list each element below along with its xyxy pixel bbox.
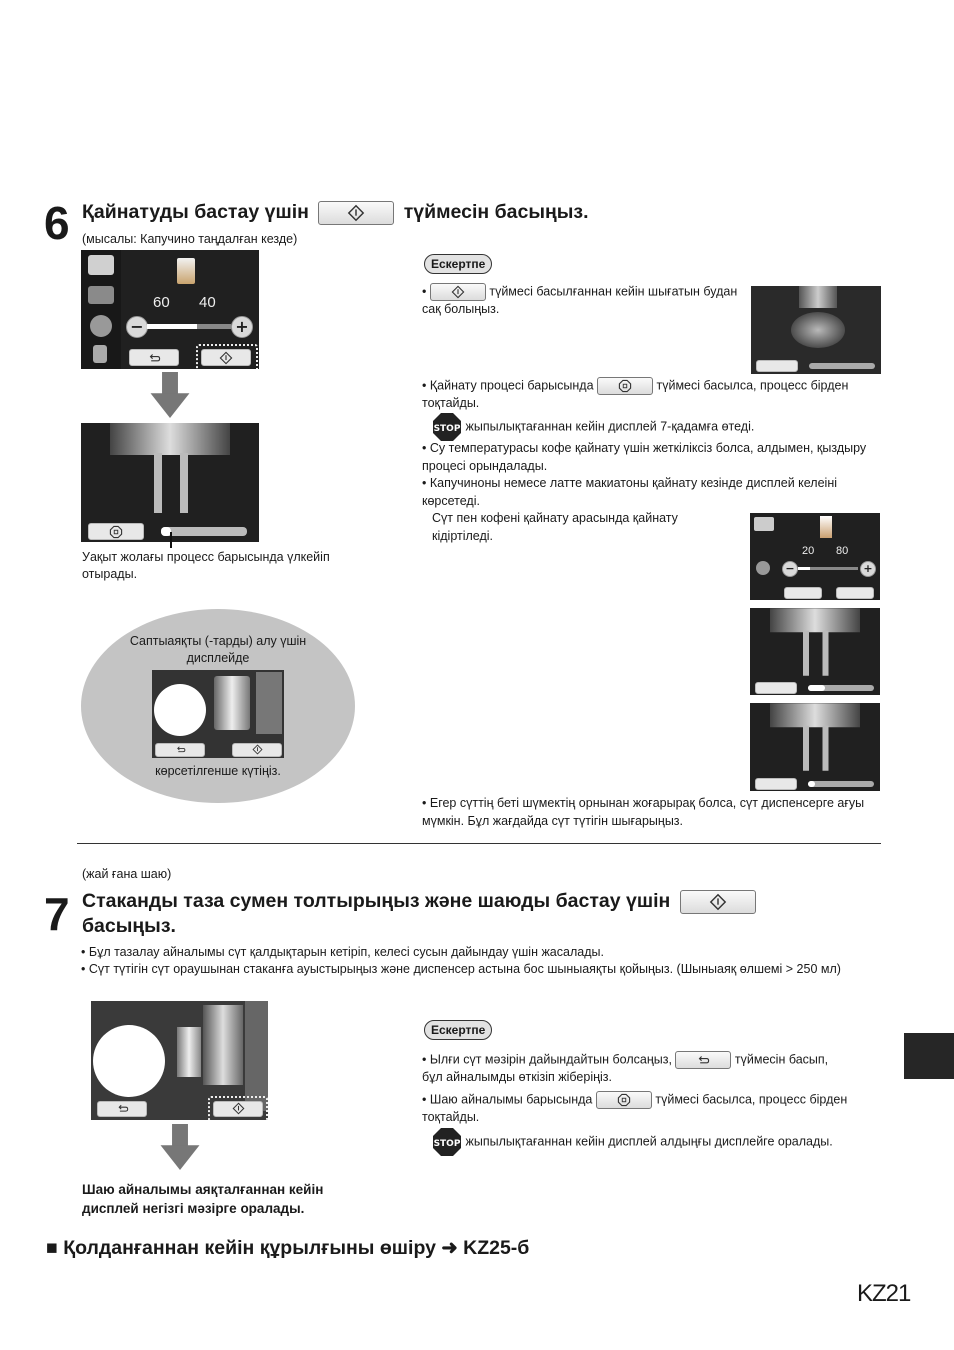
stop-text: STOP <box>433 424 461 434</box>
minus-icon[interactable]: − <box>126 316 148 338</box>
start-icon <box>347 204 365 222</box>
cup-icon <box>93 345 107 363</box>
cup-icon <box>90 315 112 337</box>
cup-icon <box>154 684 206 736</box>
side-ratio-right: 80 <box>836 545 849 557</box>
stop-icon <box>618 379 632 393</box>
side-brew-panel-1 <box>750 608 880 695</box>
down-arrow-icon <box>148 372 192 418</box>
start-button-inline <box>318 201 394 225</box>
ratio-left: 60 <box>153 294 170 311</box>
note-text: түймесі басылса, процесс бірден тоқтайды. <box>422 378 849 410</box>
start-button[interactable] <box>232 743 282 757</box>
cup-icon <box>177 258 195 284</box>
chapter-tab <box>904 1033 954 1079</box>
bullet-text: Сүт түтігін сүт ораушынан стаканға ауыстырыңыз және диспенсер астына бос шыныаяқты қойыңыз. (Шыныаяқ өлшемі > 250 мл) <box>88 962 841 976</box>
steam-display-panel <box>751 286 881 374</box>
step-7-title-part2: басыңыз. <box>82 914 176 937</box>
note-text: жыпылықтағаннан кейін дисплей 7-қадамға өтеді. <box>465 419 755 434</box>
step-7-bullet-1: • Бұл тазалау айналымы сүт қалдықтарын кетіріп, келесі сусын дайындау үшін жасалады. <box>81 945 604 959</box>
note-text: жыпылықтағаннан кейін дисплей алдыңғы дисплейге оралады. <box>465 1134 833 1149</box>
note-text: Егер сүттің беті шүмектің орнынан жоғарырақ болса, сүт диспенсерге ағуы мүмкін. Бұл жағдайда сүт түтігін шығарыңыз. <box>422 796 865 828</box>
note-skip: • Ылғи сүт мәзірін дайындайтын болсаңыз, түймесін басып, бұл айналымды өткізіп жіберіңіз. <box>422 1052 829 1084</box>
nozzle-icon <box>770 703 860 771</box>
stop-button[interactable] <box>88 523 144 540</box>
cup-icon <box>88 255 114 275</box>
step-7-number: 7 <box>44 888 68 940</box>
progress-caption: Уақыт жолағы процесс барысында үлкейіп отырады. <box>82 550 330 581</box>
stop-button[interactable] <box>756 360 798 372</box>
note-badge: Ескертпе <box>424 254 492 274</box>
note-pause: Сүт пен кофені қайнату арасында қайнату кідіртіледі. <box>432 511 678 543</box>
brewing-display-panel <box>81 423 259 542</box>
note-text: Қайнату процесі барысында <box>429 378 594 393</box>
step-6-title <box>82 200 589 225</box>
note-temperature: • Су температурасы кофе қайнату үшін жеткіліксіз болса, алдымен, қыздыру процесі орындалады. <box>422 441 867 473</box>
note-milk-level: • Егер сүттің беті шүмектің орнынан жоғарырақ болса, сүт диспенсерге ағуы мүмкін. Бұл жағдайда сүт түтігін шығарыңыз. <box>422 796 865 828</box>
oval-display-panel <box>152 670 284 758</box>
rinse-result: Шаю айналымы аяқталғаннан кейін дисплей негізгі мәзірге оралады. <box>82 1182 324 1216</box>
note-cappuccino: • Капучиноны немесе латте макиатоны қайнату кезінде дисплей келеіні көрсетеді. <box>422 476 838 508</box>
start-button-inline <box>680 890 756 914</box>
cup-icon <box>754 517 774 531</box>
start-icon <box>252 744 263 755</box>
nozzle-icon <box>770 608 860 676</box>
step-7-pre: (жай ғана шаю) <box>82 867 172 881</box>
cup-icon <box>88 286 114 304</box>
cup-icon <box>93 1025 165 1097</box>
back-button[interactable] <box>784 587 822 599</box>
step-6-number: 6 <box>44 197 68 249</box>
rinse-display-panel <box>91 1001 268 1120</box>
cup-icon <box>820 516 832 538</box>
back-icon <box>175 744 186 755</box>
note-text: Капучиноны немесе латте макиатоны қайнату кезінде дисплей келеіні көрсетеді. <box>422 476 838 508</box>
back-icon <box>147 351 161 365</box>
stop-button[interactable] <box>755 778 797 790</box>
step-6-title-part1: Қайнатуды бастау үшін <box>82 201 309 223</box>
cup-icon <box>756 561 770 575</box>
progress-bar <box>161 527 247 536</box>
page-number: KZ21 <box>857 1280 911 1307</box>
stop-button-inline <box>596 1091 652 1109</box>
step-7-title <box>82 889 882 938</box>
stop-sign-icon <box>432 1127 462 1157</box>
section-divider <box>77 843 881 844</box>
note-text: түймесі басылғаннан кейін шығатын будан сақ болыңыз. <box>422 284 738 316</box>
plus-icon[interactable]: + <box>231 316 253 338</box>
stop-sign-icon <box>432 412 462 442</box>
nozzle-icon <box>110 423 230 513</box>
bullet-text: Бұл тазалау айналымы сүт қалдықтарын кетіріп, келесі сусын дайындау үшін жасалады. <box>88 945 604 959</box>
start-button-inline <box>430 283 486 301</box>
power-off-text: Қолданғаннан кейін құрылғыны өшіру ➜ KZ25-б <box>63 1237 530 1259</box>
stop-icon <box>617 1093 631 1107</box>
oval-bottom-text: көрсетілгенше күтіңіз. <box>155 764 281 778</box>
back-icon <box>116 1102 129 1115</box>
step-7-bullet-2: • Сүт түтігін сүт ораушынан стаканға ауыстырыңыз және диспенсер астына бос шыныаяқты қойыңыз. (Шыныаяқ өлшемі > 250 мл) <box>81 962 841 976</box>
note-rinse-stop: • Шаю айналымы барысында түймесі басылса, процесс бірден тоқтайды. <box>422 1092 848 1124</box>
note-text: Шаю айналымы барысында <box>429 1092 593 1107</box>
side-ratio-left: 20 <box>802 545 815 557</box>
back-button[interactable] <box>129 349 179 366</box>
stop-button[interactable] <box>755 682 797 694</box>
side-ratio-panel <box>750 513 880 600</box>
note-steam: • түймесі басылғаннан кейін шығатын будан сақ болыңыз. <box>422 284 738 316</box>
note-rinse-blink <box>432 1127 852 1157</box>
plus-icon[interactable]: + <box>860 561 876 577</box>
note-text: Су температурасы кофе қайнату үшін жеткіліксіз болса, алдымен, қыздыру процесі орындалады. <box>422 441 867 473</box>
start-icon <box>451 285 465 299</box>
ratio-right: 40 <box>199 294 216 311</box>
start-icon <box>709 893 727 911</box>
back-button[interactable] <box>97 1101 147 1117</box>
step-6-example: (мысалы: Капучино таңдалған кезде) <box>82 232 298 246</box>
back-icon <box>696 1053 710 1067</box>
note-text: түймесін басып, бұл айналымды өткізіп жіберіңіз. <box>422 1052 829 1084</box>
oval-top-text: Саптыаяқты (-тарды) алу үшін дисплейде <box>129 634 307 665</box>
stop-icon <box>109 525 123 539</box>
note-stop: • Қайнату процесі барысында түймесі басылса, процесс бірден тоқтайды. <box>422 378 849 410</box>
stop-text: STOP <box>433 1139 461 1149</box>
stop-button-inline <box>597 377 653 395</box>
step-7-title-part1: Стаканды таза сумен толтырыңыз және шаюды бастау үшін <box>82 890 671 912</box>
minus-icon[interactable]: − <box>782 561 798 577</box>
step-6-title-part2: түймесін басыңыз. <box>403 201 589 223</box>
start-button[interactable] <box>836 587 874 599</box>
back-button[interactable] <box>155 743 205 757</box>
down-arrow-icon <box>158 1124 202 1170</box>
ratio-display-panel <box>81 250 259 369</box>
note-stop-blink <box>432 412 872 442</box>
square-bullet: ■ <box>46 1237 58 1259</box>
back-button-inline <box>675 1051 731 1069</box>
side-brew-panel-2 <box>750 703 880 791</box>
note-text: түймесі басылса, процесс бірден тоқтайды. <box>422 1092 848 1124</box>
power-off-reference <box>46 1236 529 1260</box>
note-text: Ылғи сүт мәзірін дайындайтын болсаңыз, <box>429 1052 672 1067</box>
note-badge: Ескертпе <box>424 1020 492 1040</box>
